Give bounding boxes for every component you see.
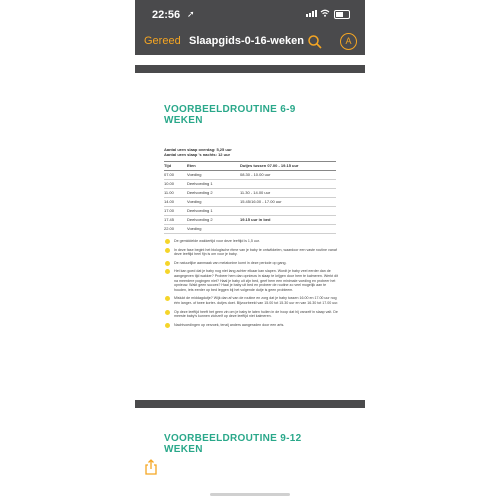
table-cell: 17.00 [164,208,175,213]
tips-list [164,239,339,331]
bullet-icon [165,239,170,244]
table-row [164,225,336,234]
heading-line: VOORBEELDROUTINE 9-12 [164,433,302,444]
battery-icon [334,10,350,19]
table-cell: Voeding [187,172,202,177]
bullet-icon [165,248,170,253]
tip-text: In deze fase begint het biologische ritme van je baby te ontwikkelen, waardoor een vaste routine vanaf deze leeftijd heel fijn is om voor je baby. [174,247,337,257]
table-cell: Deelvoeding 2 [187,217,213,222]
table-cell: 08.30 - 10.00 uur [240,172,271,177]
table-cell: 22.00 [164,226,175,231]
list-item [164,239,339,244]
list-item [164,310,339,319]
table-row [164,171,336,180]
list-item [164,296,339,305]
list-item [164,323,339,328]
status-time: 22:56 [152,9,181,21]
section-heading [164,104,296,126]
tip-text: Nachtvoedingen op verzoek, tenzij anders aangeraden door een arts. [174,322,285,327]
routine-table [164,161,336,234]
search-icon[interactable] [307,34,323,50]
home-indicator[interactable] [210,493,290,496]
table-cell: Deelvoeding 2 [187,190,213,195]
sleep-summary [164,147,232,157]
bullet-icon [165,323,170,328]
summary-day: Aantal uren slaap overdag: 5,25 uur [164,147,232,152]
table-cell: 17.45 [164,217,175,222]
table-cell: 11.30 - 14.00 uur [240,190,271,195]
header-cell: Dutjes tussen 07.00 - 19.15 uur [240,163,299,168]
table-cell: Deelvoeding 1 [187,181,213,186]
table-cell: Voeding [187,226,202,231]
table-cell: 07.00 [164,172,175,177]
table-cell: 10.00 [164,181,175,186]
done-button[interactable]: Gereed [144,35,181,47]
bullet-icon [165,269,170,274]
bullet-icon [165,261,170,266]
bottom-toolbar [135,455,365,500]
bullet-icon [165,296,170,301]
bullet-icon [165,310,170,315]
header-cell: Tijd [164,163,172,168]
table-row [164,198,336,207]
table-cell: 19.15 uur in bed [240,217,271,222]
tip-text: Het kan goed dat je baby nog niet lang achter elkaar kan slapen. Wordt je baby veel eerder dan de aangegeven tijd wakker? Probeer hem dan opnieuw in slaap te krijgen door hem te kalmeren. Werkt dit na meerdere pogingen niet? Haal je baby uit zijn bed, geef hem een minimale voeding en probeer het opnieuw. Wakt geen succes? Haal je baby uit bed en probeer de routine zo veel mogelijk aan te houden, iets eerder op bed leggen bij het volgende dutje is geen probleem. [174,269,338,292]
markup-icon[interactable]: A [340,33,357,50]
table-row [164,207,336,216]
section-heading [164,433,301,455]
heading-line: WEKEN [164,444,203,455]
pdf-viewer-screen [135,0,365,500]
location-arrow-icon: ➚ [187,9,195,19]
tip-text: De natuurlijke aanmaak van melatonine komt in deze periode op gang. [174,260,287,265]
table-header [164,162,336,171]
list-item [164,248,339,257]
table-row [164,180,336,189]
status-bar [135,0,365,26]
document-page [135,73,365,400]
table-cell: Voeding [187,199,202,204]
tip-text: Op deze leeftijd heeft het geen zin om je baby te laten huilen in de hoop dat hij vanzelf in slaap valt. De meeste baby's kunnen zichzelf op deze leeftijd niet kalmeren. [174,309,338,319]
navigation-bar [135,26,365,58]
list-item [164,261,339,266]
wifi-icon [320,9,330,20]
header-cell: Eten [187,163,196,168]
table-row [164,216,336,225]
tip-text: De gemiddelde wakkertijd voor deze leeftijd is 1,5 uur. [174,239,260,243]
table-cell: 11.00 [164,190,174,195]
previous-page [135,55,365,65]
heading-line: VOORBEELDROUTINE 6-9 [164,104,296,115]
list-item [164,269,339,292]
signal-icon [306,10,317,17]
tip-text: Mislukt de middagdutje? Wijk dan af van de routine en zorg dat je baby tussen 16.00 en 17.00 uur nog één langer- of twee korter- dutjes doet. Bijvoorbeeld van 15.00 tot 15.30 uur en van 16.30 tot 17.00 uur. [174,296,339,305]
document-title: Slaapgids-0-16-weken [189,35,304,47]
heading-line: WEKEN [164,115,203,126]
table-cell: Deelvoeding 1 [187,208,213,213]
table-row [164,189,336,198]
share-icon[interactable] [144,459,158,475]
summary-night: Aantal uren slaap 's nachts: 12 uur [164,152,231,157]
table-cell: 14.00 [164,199,175,204]
table-cell: 15.45/16.00 - 17.00 uur [240,199,282,204]
